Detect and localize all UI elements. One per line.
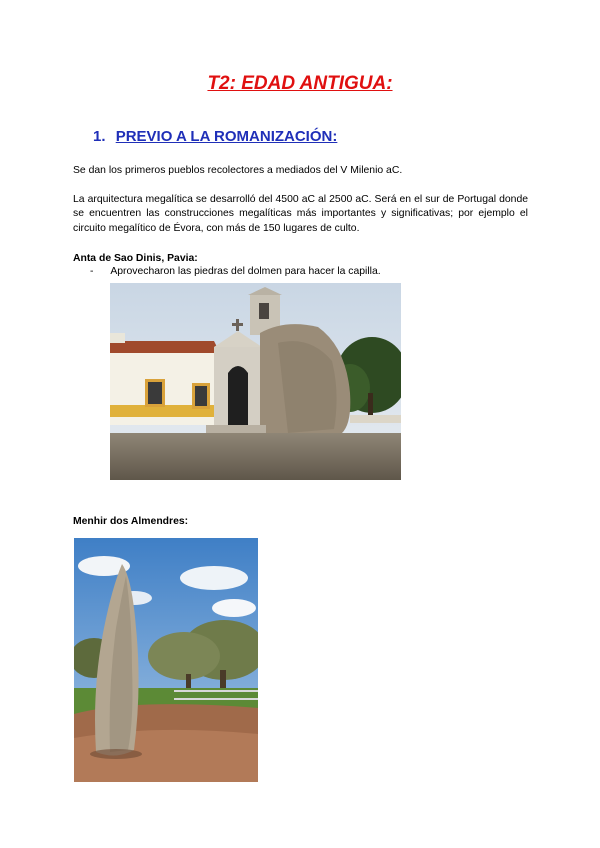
photo-anta-chapel — [110, 283, 401, 480]
paragraph-megalithic: La arquitectura megalítica se desarrolló del 4500 aC al 2500 aC. Será en el sur de Portugal donde se encuentren las construcciones megalíticas más importantes y significativas; por ejemplo el circuito megalítico de Évora, con más de 150 lugares de culto. — [73, 194, 528, 234]
page-title: T2: EDAD ANTIGUA: — [207, 73, 393, 94]
figure-caption-menhir: Menhir dos Almendres: — [73, 516, 189, 527]
section-number: 1. — [93, 128, 106, 145]
figure-caption-anta: Anta de Sao Dinis, Pavia: — [73, 253, 198, 264]
bullet-item — [90, 266, 381, 277]
paragraph-intro: Se dan los primeros pueblos recolectores a mediados del V Milenio aC. — [73, 165, 403, 176]
photo-menhir — [74, 538, 258, 782]
bullet-text: Aprovecharon las piedras del dolmen para hacer la capilla. — [110, 266, 381, 277]
bullet-marker: - — [90, 266, 94, 277]
section-heading — [93, 128, 337, 145]
section-title: PREVIO A LA ROMANIZACIÓN: — [115, 128, 338, 145]
